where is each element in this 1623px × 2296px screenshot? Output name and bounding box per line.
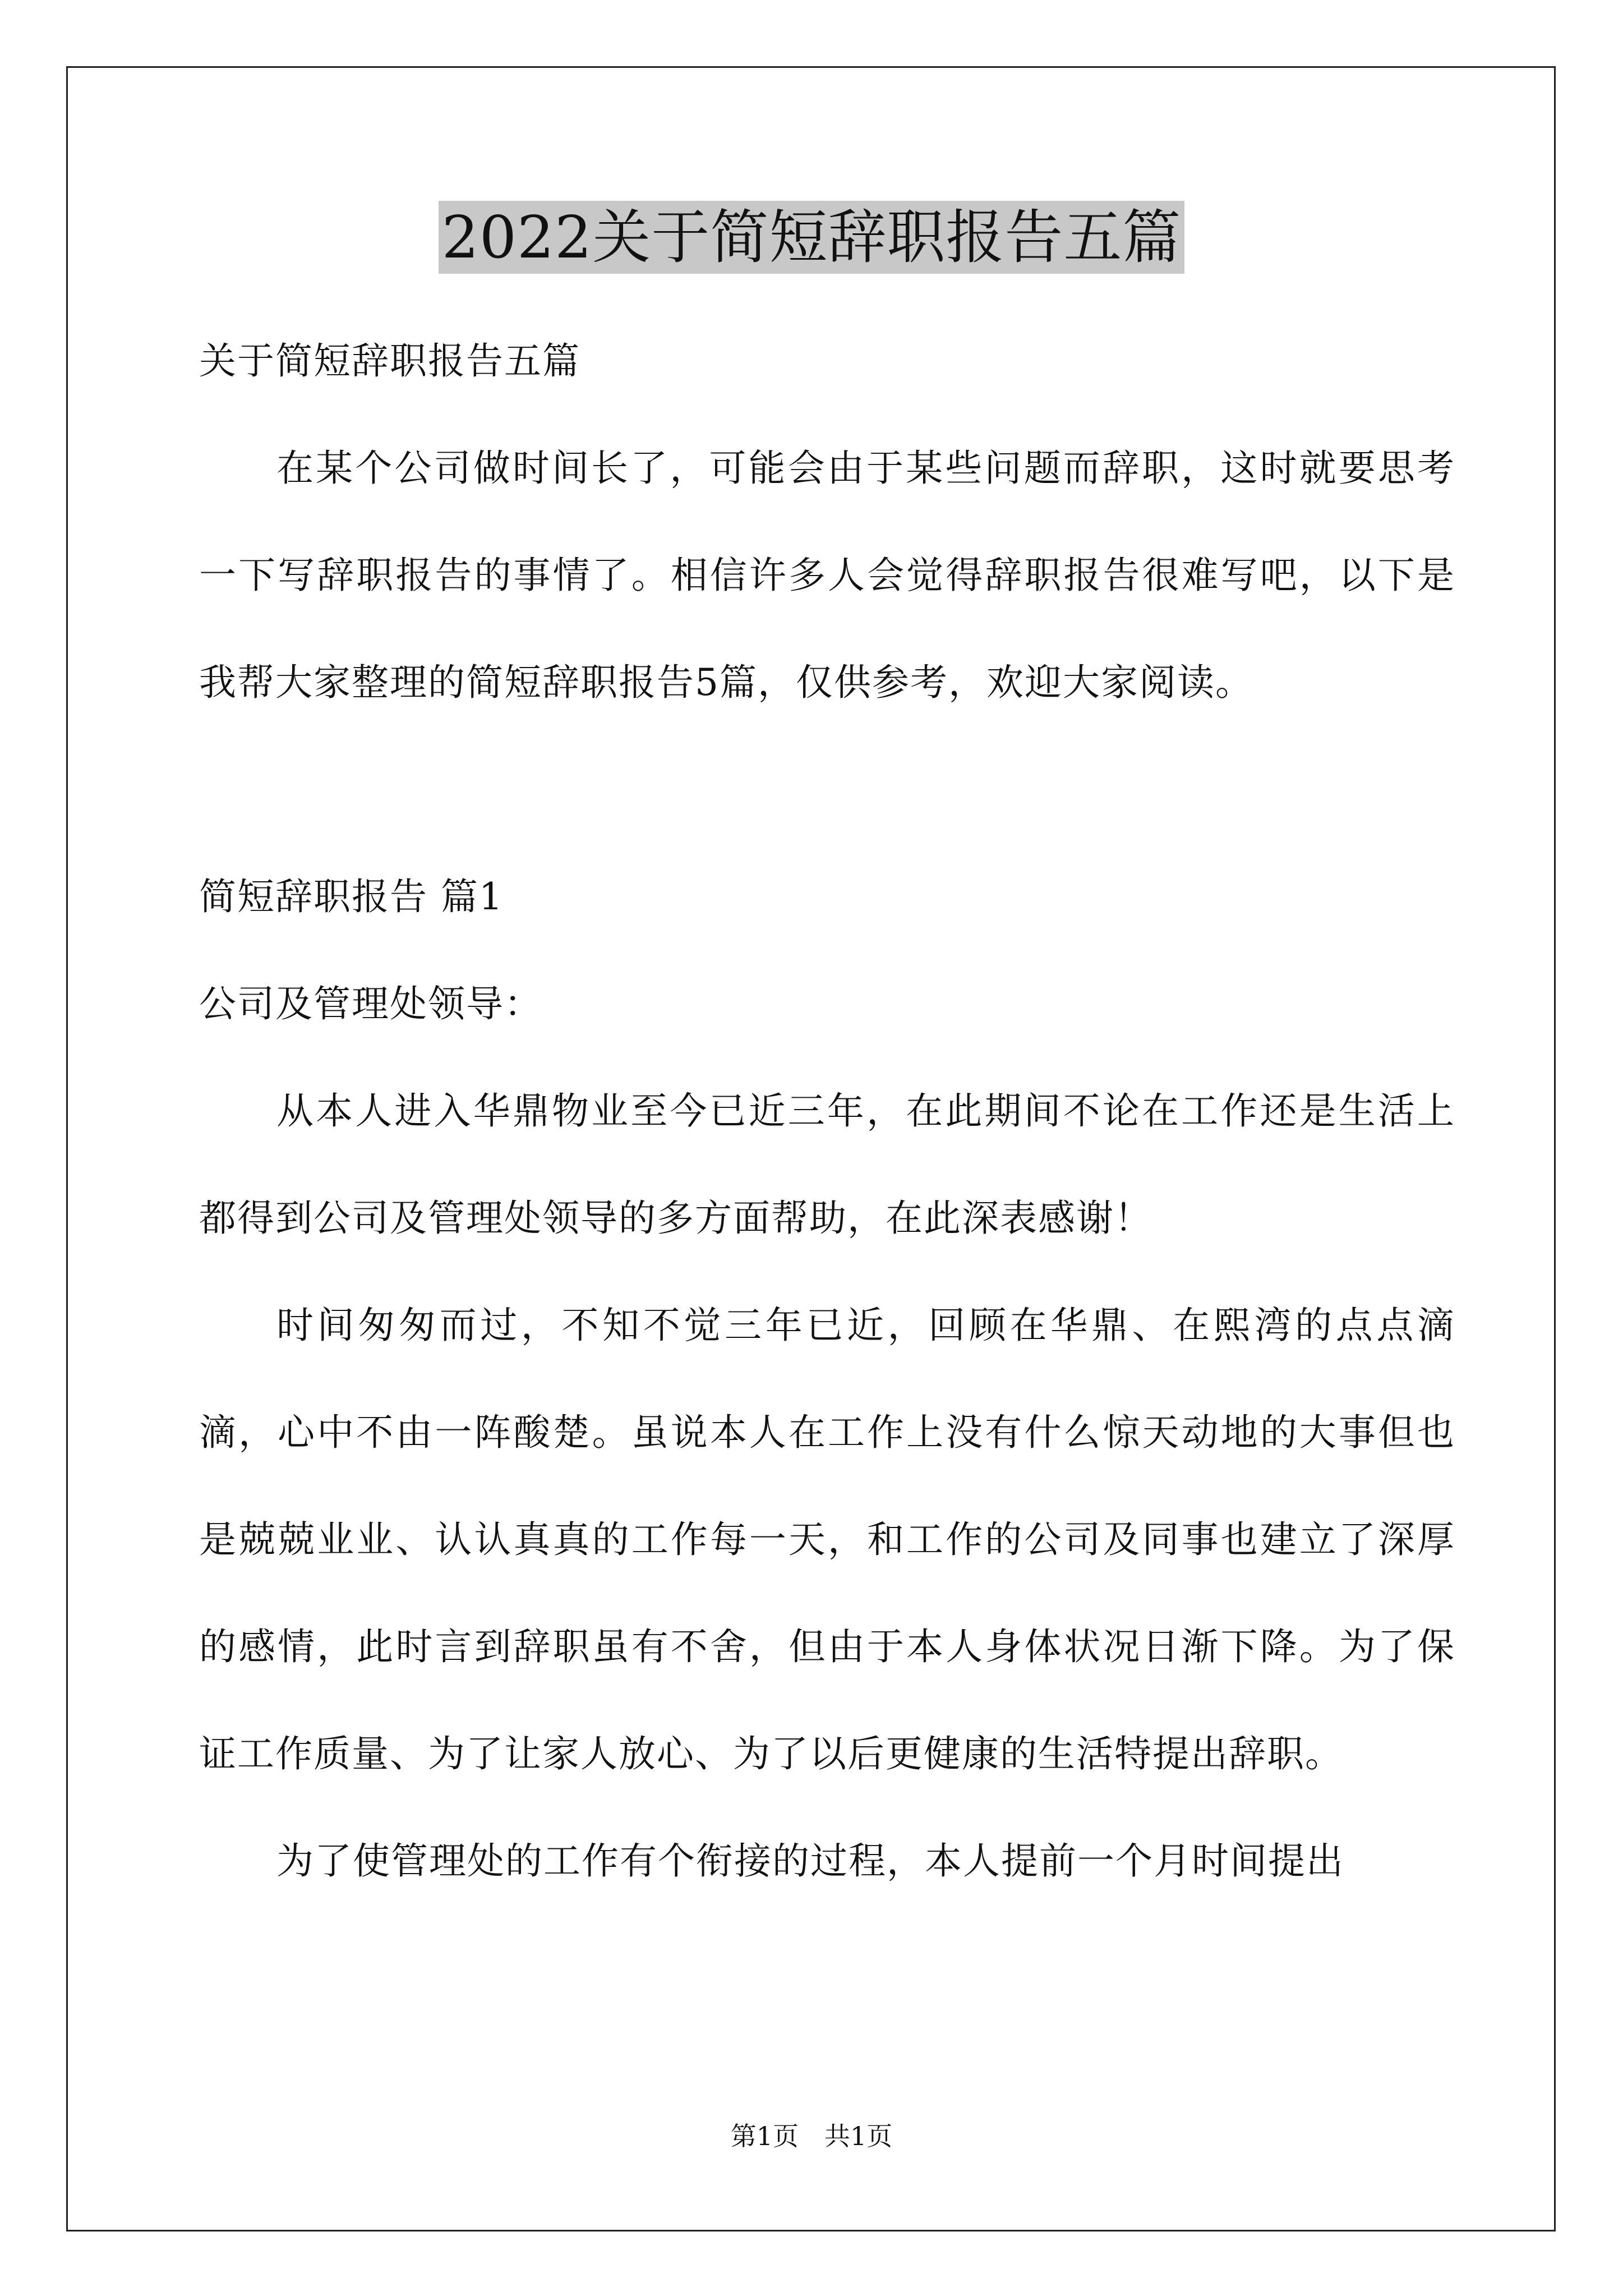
document-subtitle: 关于简短辞职报告五篇 [199, 339, 580, 383]
page-footer: 第1页 共1页 [730, 2121, 893, 2151]
title-container [0, 201, 1623, 274]
body-paragraph: 时间匆匆而过，不知不觉三年已近，回顾在华鼎、在熙湾的点点滴滴，心中不由一阵酸楚。虽说本人在工作上没有什么惊天动地的大事但也是兢兢业业、认认真真的工作每一天，和工作的公司及同事也建立了深厚的感情，此时言到辞职虽有不舍，但由于本人身体状况日渐下降。为了保证工作质量、为了让家人放心、为了以后更健康的生活特提出辞职。 [199, 1304, 1455, 1775]
body-paragraph: 为了使管理处的工作有个衔接的过程，本人提前一个月时间提出 [276, 1839, 1344, 1883]
paragraph-spacer [199, 736, 1455, 843]
letter-salutation: 公司及管理处领导： [199, 982, 542, 1025]
document-title: 2022关于简短辞职报告五篇 [439, 201, 1185, 274]
document-body [199, 307, 1455, 1915]
section-heading: 简短辞职报告 篇1 [199, 875, 504, 918]
body-paragraph: 从本人进入华鼎物业至今已近三年，在此期间不论在工作还是生活上都得到公司及管理处领导的多方面帮助，在此深表感谢！ [199, 1089, 1455, 1240]
intro-paragraph: 在某个公司做时间长了，可能会由于某些问题而辞职，这时就要思考一下写辞职报告的事情了。相信许多人会觉得辞职报告很难写吧，以下是我帮大家整理的简短辞职报告5篇，仅供参考，欢迎大家阅读。 [199, 447, 1455, 704]
